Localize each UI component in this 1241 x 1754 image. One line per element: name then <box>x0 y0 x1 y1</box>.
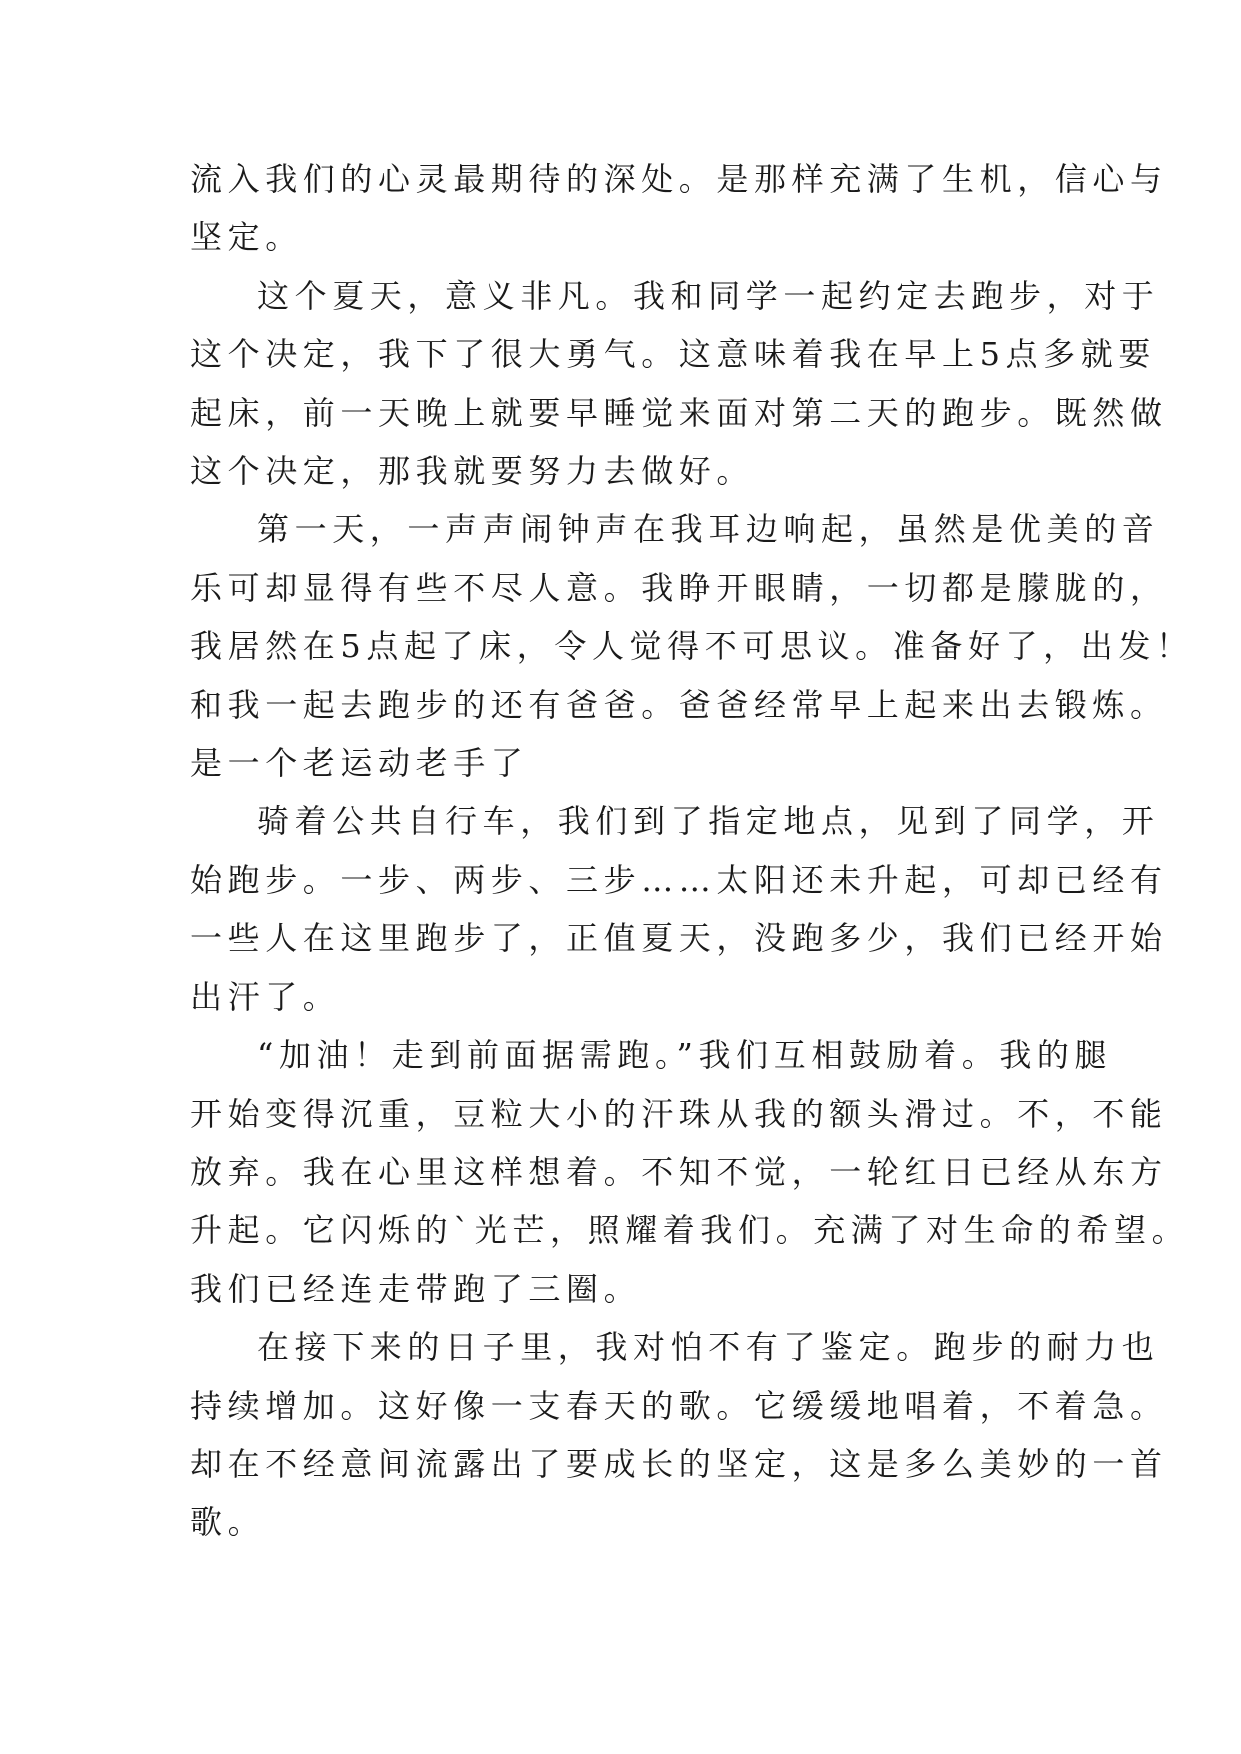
paragraph-1 <box>190 150 1168 267</box>
text-line: 这个决定，那我就要努力去做好。 <box>190 452 755 491</box>
text-line: 在接下来的日子里，我对怕不有了鉴定。跑步的耐力也 <box>257 1328 1160 1367</box>
text-line: 第一天，一声声闹钟声在我耳边响起，虽然是优美的音 <box>257 510 1160 549</box>
text-line: 出汗了。 <box>190 977 341 1016</box>
text-line: 坚定。 <box>190 218 303 257</box>
paragraph-6 <box>190 1318 1168 1552</box>
text-line: 和我一起去跑步的还有爸爸。爸爸经常早上起来出去锻炼。 <box>190 685 1168 724</box>
text-line: 我们已经连走带跑了三圈。 <box>190 1269 642 1308</box>
text-line: 放弃。我在心里这样想着。不知不觉，一轮红日已经从东方 <box>190 1152 1168 1191</box>
text-line: “加油！走到前面据需跑。”我们互相鼓励着。我的腿 <box>257 1036 1113 1075</box>
text-line: 流入我们的心灵最期待的深处。是那样充满了生机，信心与 <box>190 160 1168 198</box>
text-line: 却在不经意间流露出了要成长的坚定，这是多么美妙的一首 <box>190 1444 1168 1483</box>
text-line: 一些人在这里跑步了，正值夏天，没跑多少，我们已经开始 <box>190 919 1168 958</box>
text-line: 开始变得沉重，豆粒大小的汗珠从我的额头滑过。不，不能 <box>190 1094 1168 1133</box>
paragraph-3 <box>190 500 1194 792</box>
text-line: 这个夏天，意义非凡。我和同学一起约定去跑步，对于 <box>257 276 1160 315</box>
paragraph-4 <box>190 792 1168 1026</box>
text-line: 持续增加。这好像一支春天的歌。它缓缓地唱着，不着急。 <box>190 1386 1168 1425</box>
text-line: 这个决定，我下了很大勇气。这意味着我在早上5点多就要 <box>190 335 1156 374</box>
text-line: 骑着公共自行车，我们到了指定地点，见到了同学，开 <box>257 802 1160 841</box>
text-line: 始跑步。一步、两步、三步……太阳还未升起，可却已经有 <box>190 860 1168 899</box>
text-line: 歌。 <box>190 1503 266 1542</box>
text-line: 起床，前一天晚上就要早睡觉来面对第二天的跑步。既然做 <box>190 393 1168 432</box>
text-line: 是一个老运动老手了 <box>190 744 529 783</box>
paragraph-2 <box>190 267 1168 501</box>
text-line: 乐可却显得有些不尽人意。我睁开眼睛，一切都是朦胧的， <box>190 568 1168 607</box>
document-body <box>190 150 1194 1552</box>
paragraph-5 <box>190 1026 1190 1318</box>
text-line: 我居然在5点起了床，令人觉得不可思议。准备好了，出发！ <box>190 627 1194 666</box>
text-line: 升起。它闪烁的`光芒，照耀着我们。充满了对生命的希望。 <box>190 1211 1190 1250</box>
